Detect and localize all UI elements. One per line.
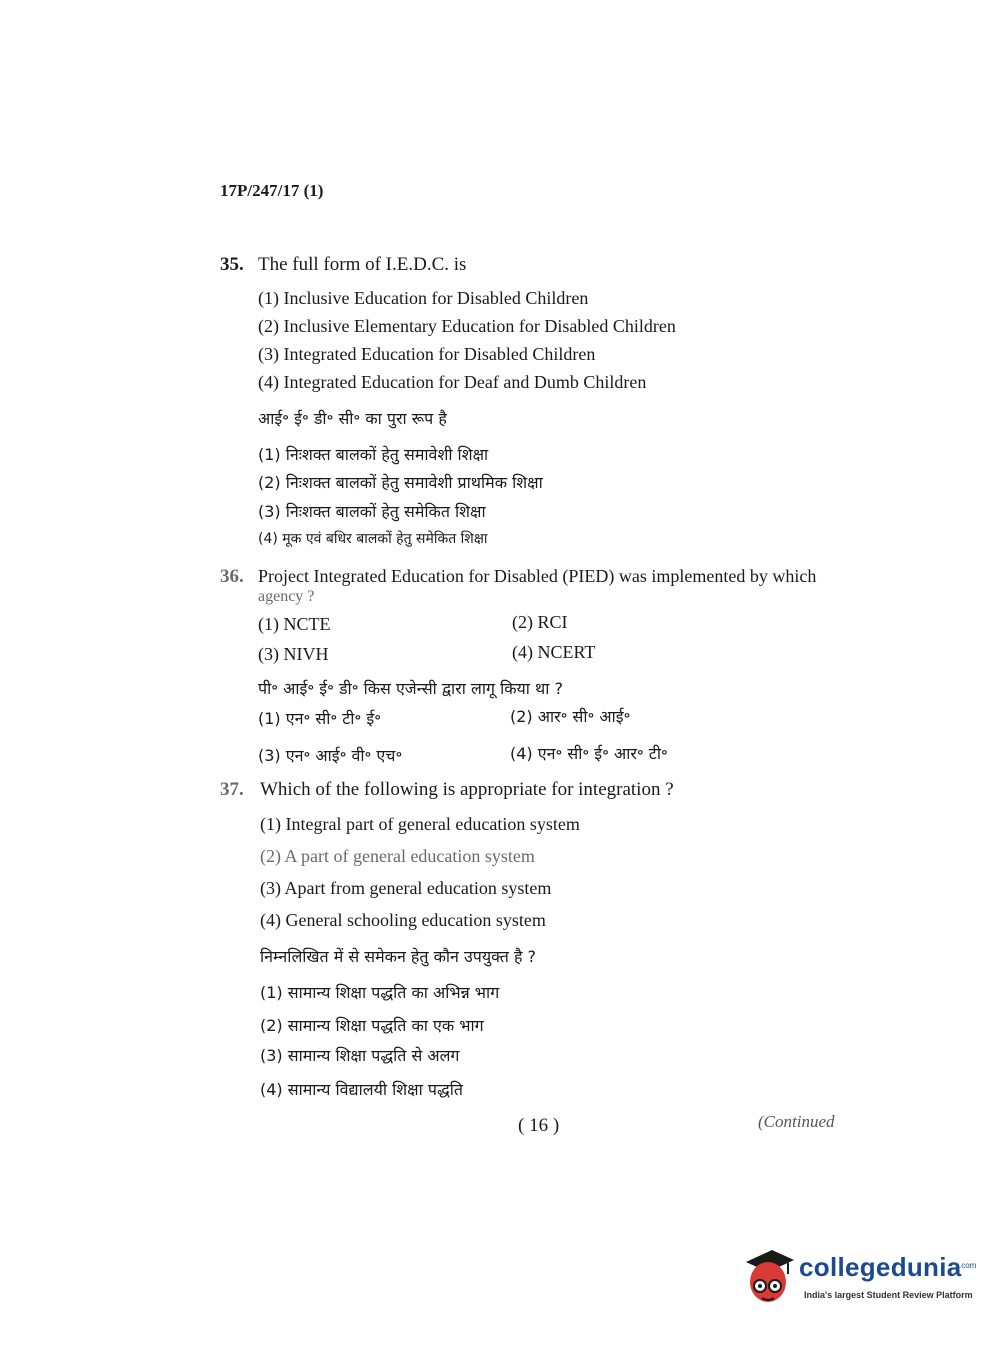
option-2-hindi: (2) सामान्य शिक्षा पद्धति का एक भाग <box>260 1016 484 1035</box>
option-2-hindi: (2) निःशक्त बालकों हेतु समावेशी प्राथमिक शिक्षा <box>258 473 543 492</box>
logo-wordmark: collegedunia <box>799 1252 962 1282</box>
option-3: (3) NIVH <box>258 644 329 664</box>
option-2: (2) A part of general education system <box>260 846 535 866</box>
question-text-line1: Project Integrated Education for Disabled (PIED) was implemented by which <box>258 566 817 586</box>
option-1-hindi: (1) निःशक्त बालकों हेतु समावेशी शिक्षा <box>258 445 489 464</box>
logo-suffix: .com <box>959 1261 977 1270</box>
page-number: ( 16 ) <box>518 1115 560 1136</box>
logo-tagline: India's largest Student Review Platform <box>804 1290 973 1300</box>
question-text-hindi: आई॰ ई॰ डी॰ सी॰ का पुरा रूप है <box>258 409 447 428</box>
continued-label: (Continued <box>758 1112 835 1131</box>
option-4-hindi: (4) मूक एवं बधिर बालकों हेतु समेकित शिक्षा <box>258 531 488 547</box>
question-number: 36. <box>220 566 244 587</box>
option-3-hindi: (3) सामान्य शिक्षा पद्धति से अलग <box>260 1046 460 1065</box>
option-1: (1) Inclusive Education for Disabled Children <box>258 288 589 308</box>
option-1-hindi: (1) एन॰ सी॰ टी॰ ई॰ <box>258 709 382 728</box>
question-text: The full form of I.E.D.C. is <box>258 254 467 275</box>
option-4-hindi: (4) सामान्य विद्यालयी शिक्षा पद्धति <box>260 1080 463 1099</box>
option-1: (1) Integral part of general education system <box>260 814 580 834</box>
option-4: (4) NCERT <box>512 642 596 662</box>
question-text: Which of the following is appropriate for integration ? <box>260 779 674 800</box>
question-number: 35. <box>220 254 244 275</box>
paper-code: 17P/247/17 (1) <box>220 181 324 200</box>
option-4-hindi: (4) एन॰ सी॰ ई॰ आर॰ टी॰ <box>510 744 668 763</box>
question-number: 37. <box>220 779 244 800</box>
option-4: (4) General schooling education system <box>260 910 546 930</box>
option-3-hindi: (3) निःशक्त बालकों हेतु समेकित शिक्षा <box>258 502 486 521</box>
collegedunia-logo <box>742 1248 977 1318</box>
option-3: (3) Integrated Education for Disabled Children <box>258 344 596 364</box>
student-mascot-icon <box>742 1248 794 1306</box>
option-4: (4) Integrated Education for Deaf and Dumb Children <box>258 372 647 392</box>
option-2-hindi: (2) आर॰ सी॰ आई॰ <box>510 707 631 726</box>
question-text-hindi: पी॰ आई॰ ई॰ डी॰ किस एजेन्सी द्वारा लागू किया था ? <box>258 679 563 698</box>
option-2: (2) Inclusive Elementary Education for Disabled Children <box>258 316 676 336</box>
option-2: (2) RCI <box>512 612 568 632</box>
option-1-hindi: (1) सामान्य शिक्षा पद्धति का अभिन्न भाग <box>260 983 500 1002</box>
option-3: (3) Apart from general education system <box>260 878 552 898</box>
question-text-line2: agency ? <box>258 588 315 605</box>
question-text-hindi: निम्नलिखित में से समेकन हेतु कौन उपयुक्त है ? <box>260 947 537 966</box>
option-1: (1) NCTE <box>258 614 331 634</box>
option-3-hindi: (3) एन॰ आई॰ वी॰ एच॰ <box>258 746 403 765</box>
